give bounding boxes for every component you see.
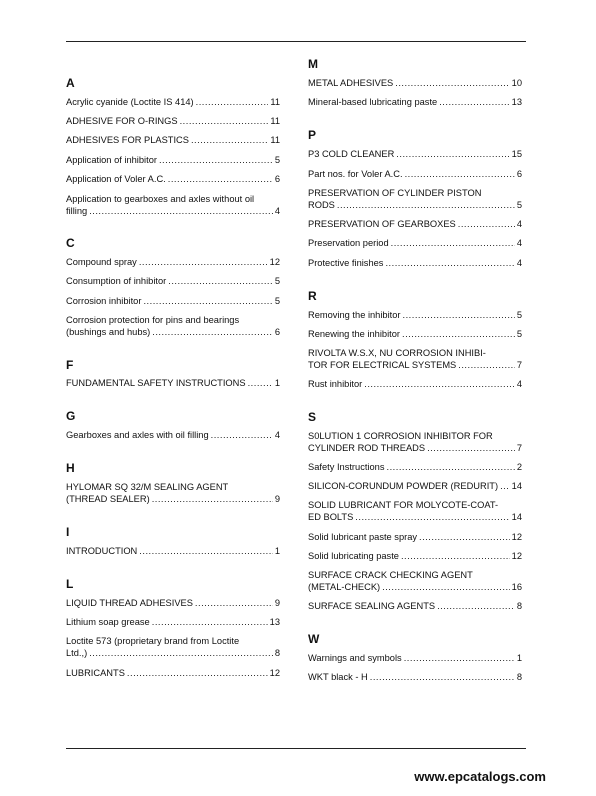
page-number: 12: [269, 257, 280, 267]
dot-leader: [168, 173, 273, 185]
page-number: 4: [274, 430, 280, 440]
page-number: 4: [516, 238, 522, 248]
entry-text-line: S0LUTION 1 CORROSION INHIBITOR FOR: [308, 431, 493, 441]
entry-text: METAL ADHESIVES: [308, 78, 394, 88]
page-number: 10: [511, 78, 522, 88]
index-entry[interactable]: [66, 115, 280, 127]
entry-text: SILICON-CORUNDUM POWDER (REDURIT): [308, 481, 499, 491]
index-entry[interactable]: [308, 550, 522, 562]
dot-leader: [385, 257, 514, 269]
dot-leader: [405, 168, 515, 180]
page-number: 6: [274, 174, 280, 184]
index-entry[interactable]: [66, 481, 280, 505]
page-number: 12: [269, 668, 280, 678]
page-number: 4: [274, 206, 280, 216]
section-letter: G: [66, 409, 76, 423]
page-number: 12: [511, 551, 522, 561]
dot-leader: [396, 148, 509, 160]
section-letter: H: [66, 461, 75, 475]
index-entry[interactable]: [66, 635, 280, 659]
dot-leader: [419, 531, 510, 543]
index-entry[interactable]: [66, 429, 280, 441]
section-letter: A: [66, 76, 75, 90]
dot-leader: [364, 378, 515, 390]
page-number: 12: [511, 532, 522, 542]
dot-leader: [211, 429, 273, 441]
index-entry[interactable]: [308, 378, 522, 390]
index-entry[interactable]: [308, 671, 522, 683]
entry-text-line: SOLID LUBRICANT FOR MOLYCOTE-COAT-: [308, 500, 499, 510]
index-entry[interactable]: [308, 328, 522, 340]
dot-leader: [152, 616, 268, 628]
page-number: 16: [511, 582, 522, 592]
index-entry[interactable]: [308, 652, 522, 664]
entry-text-line: Application to gearboxes and axles without oil: [66, 194, 255, 204]
index-entry[interactable]: [66, 275, 280, 287]
dot-leader: [168, 275, 273, 287]
dot-leader: [143, 295, 272, 307]
page-number: 6: [274, 327, 280, 337]
page-number: 9: [274, 598, 280, 608]
page-number: 6: [516, 169, 522, 179]
page-number: 9: [274, 494, 280, 504]
index-entry[interactable]: [308, 569, 522, 593]
index-entry[interactable]: [66, 134, 280, 146]
entry-text: (THREAD SEALER): [66, 494, 150, 504]
entry-text: Mineral-based lubricating paste: [308, 97, 438, 107]
index-entry[interactable]: [308, 347, 522, 371]
entry-text: Protective finishes: [308, 258, 384, 268]
index-entry[interactable]: [308, 96, 522, 108]
entry-text: (METAL-CHECK): [308, 582, 381, 592]
dot-leader: [427, 442, 515, 454]
dot-leader: [404, 652, 515, 664]
dot-leader: [139, 545, 273, 557]
index-entry[interactable]: [66, 96, 280, 108]
index-entry[interactable]: [66, 545, 280, 557]
index-entry[interactable]: [66, 597, 280, 609]
dot-leader: [458, 218, 515, 230]
entry-text: Compound spray: [66, 257, 137, 267]
index-entry[interactable]: [66, 314, 280, 338]
index-entry[interactable]: [308, 77, 522, 89]
page-number: 2: [516, 462, 522, 472]
page-number: 14: [511, 512, 522, 522]
dot-leader: [403, 309, 515, 321]
entry-text: Corrosion inhibitor: [66, 296, 142, 306]
entry-text: Safety Instructions: [308, 462, 385, 472]
index-entry[interactable]: [308, 480, 522, 492]
entry-text: ED BOLTS: [308, 512, 354, 522]
entry-text: Warnings and symbols: [308, 653, 402, 663]
dot-leader: [355, 511, 509, 523]
page-number: 4: [516, 379, 522, 389]
entry-text: Lithium soap grease: [66, 617, 150, 627]
index-entry[interactable]: [308, 257, 522, 269]
dot-leader: [191, 134, 268, 146]
entry-text: TOR FOR ELECTRICAL SYSTEMS: [308, 360, 457, 370]
page-number: 1: [516, 653, 522, 663]
index-entry[interactable]: [66, 173, 280, 185]
page-number: 13: [269, 617, 280, 627]
section-letter: I: [66, 525, 70, 539]
page-number: 15: [511, 149, 522, 159]
index-entry[interactable]: [308, 430, 522, 454]
entry-text: Ltd.,): [66, 648, 88, 658]
index-entry[interactable]: [308, 168, 522, 180]
entry-text: Part nos. for Voler A.C.: [308, 169, 403, 179]
index-entry[interactable]: [66, 667, 280, 679]
entry-text: filling: [66, 206, 88, 216]
page-number: 8: [274, 648, 280, 658]
dot-leader: [402, 328, 515, 340]
page-number: 4: [516, 258, 522, 268]
page-number: 14: [511, 481, 522, 491]
index-entry[interactable]: [66, 377, 280, 389]
entry-text: Consumption of inhibitor: [66, 276, 167, 286]
entry-text: FUNDAMENTAL SAFETY INSTRUCTIONS: [66, 378, 246, 388]
entry-text-line: Corrosion protection for pins and bearings: [66, 315, 240, 325]
index-entry[interactable]: [308, 237, 522, 249]
entry-text: Solid lubricating paste: [308, 551, 399, 561]
footer-watermark[interactable]: www.epcatalogs.com: [414, 769, 546, 784]
page-number: 11: [270, 97, 280, 107]
dot-leader: [386, 461, 514, 473]
index-entry[interactable]: [308, 148, 522, 160]
index-entry[interactable]: [308, 600, 522, 612]
entry-text: P3 COLD CLEANER: [308, 149, 395, 159]
dot-leader: [439, 96, 509, 108]
dot-leader: [152, 326, 273, 338]
entry-text-line: Loctite 573 (proprietary brand from Loctite: [66, 636, 240, 646]
dot-leader: [391, 237, 515, 249]
dot-leader: [500, 480, 510, 492]
top-rule: [66, 41, 526, 42]
index-entry[interactable]: [66, 295, 280, 307]
entry-text: (bushings and hubs): [66, 327, 151, 337]
dot-leader: [248, 377, 273, 389]
page-number: 1: [274, 378, 280, 388]
index-entry[interactable]: [66, 154, 280, 166]
page-number: 8: [516, 601, 522, 611]
entry-text: Acrylic cyanide (Loctite IS 414): [66, 97, 194, 107]
index-entry[interactable]: [66, 616, 280, 628]
section-letter: P: [308, 128, 317, 142]
dot-leader: [458, 359, 515, 371]
dot-leader: [196, 96, 269, 108]
entry-text-line: PRESERVATION OF CYLINDER PISTON: [308, 188, 482, 198]
entry-text: Solid lubricant paste spray: [308, 532, 418, 542]
entry-text: Preservation period: [308, 238, 389, 248]
page-number: 5: [274, 296, 280, 306]
section-letter: S: [308, 410, 317, 424]
entry-text: Renewing the inhibitor: [308, 329, 400, 339]
entry-text: LIQUID THREAD ADHESIVES: [66, 598, 193, 608]
entry-text: Rust inhibitor: [308, 379, 363, 389]
page-number: 5: [516, 310, 522, 320]
page-number: 4: [516, 219, 522, 229]
page-number: 8: [516, 672, 522, 682]
bottom-rule: [66, 748, 526, 749]
index-entry[interactable]: [308, 531, 522, 543]
page-number: 7: [516, 360, 522, 370]
page-number: 11: [270, 135, 280, 145]
page-number: 5: [274, 276, 280, 286]
dot-leader: [401, 550, 510, 562]
dot-leader: [139, 256, 268, 268]
section-letter: F: [66, 358, 74, 372]
section-letter: C: [66, 236, 75, 250]
dot-leader: [437, 600, 515, 612]
entry-text-line: SURFACE CRACK CHECKING AGENT: [308, 570, 473, 580]
page-number: 7: [516, 443, 522, 453]
dot-leader: [382, 581, 510, 593]
entry-text: RODS: [308, 200, 335, 210]
index-entry[interactable]: [66, 256, 280, 268]
page-number: 13: [511, 97, 522, 107]
entry-text: CYLINDER ROD THREADS: [308, 443, 426, 453]
entry-text: Gearboxes and axles with oil filling: [66, 430, 209, 440]
index-entry[interactable]: [66, 193, 280, 217]
index-entry[interactable]: [308, 218, 522, 230]
section-letter: W: [308, 632, 320, 646]
section-letter: L: [66, 577, 74, 591]
entry-text: ADHESIVE FOR O-RINGS: [66, 116, 178, 126]
index-entry[interactable]: [308, 499, 522, 523]
entry-text: Application of Voler A.C.: [66, 174, 166, 184]
dot-leader: [337, 199, 515, 211]
dot-leader: [180, 115, 269, 127]
dot-leader: [89, 205, 273, 217]
index-entry[interactable]: [308, 187, 522, 211]
page-number: 11: [270, 116, 280, 126]
index-entry[interactable]: [308, 461, 522, 473]
entry-text-line: HYLOMAR SQ 32/M SEALING AGENT: [66, 482, 229, 492]
page-number: 5: [516, 329, 522, 339]
dot-leader: [89, 647, 273, 659]
entry-text-line: RIVOLTA W.S.X, NU CORROSION INHIBI-: [308, 348, 486, 358]
dot-leader: [395, 77, 509, 89]
entry-text: SURFACE SEALING AGENTS: [308, 601, 436, 611]
index-entry[interactable]: [308, 309, 522, 321]
dot-leader: [370, 671, 515, 683]
dot-leader: [159, 154, 273, 166]
section-letter: M: [308, 57, 318, 71]
entry-text: Application of inhibitor: [66, 155, 157, 165]
dot-leader: [127, 667, 268, 679]
page-number: 5: [274, 155, 280, 165]
entry-text: INTRODUCTION: [66, 546, 138, 556]
section-letter: R: [308, 289, 317, 303]
entry-text: WKT black - H: [308, 672, 368, 682]
entry-text: LUBRICANTS: [66, 668, 125, 678]
entry-text: ADHESIVES FOR PLASTICS: [66, 135, 189, 145]
page-number: 5: [516, 200, 522, 210]
dot-leader: [152, 493, 273, 505]
entry-text: Removing the inhibitor: [308, 310, 401, 320]
dot-leader: [195, 597, 273, 609]
page-number: 1: [274, 546, 280, 556]
entry-text: PRESERVATION OF GEARBOXES: [308, 219, 456, 229]
